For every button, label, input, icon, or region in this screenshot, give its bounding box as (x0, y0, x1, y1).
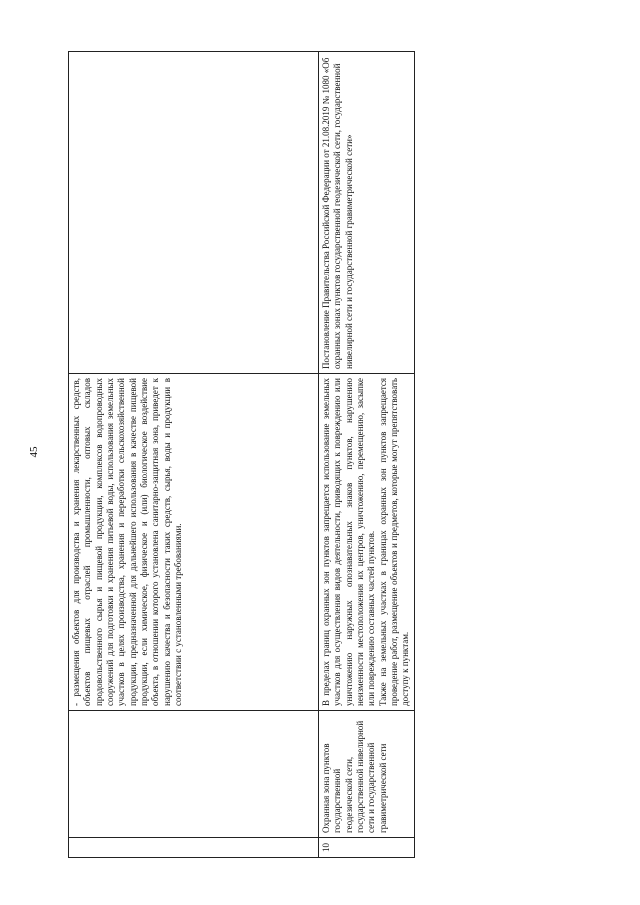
table-row (69, 52, 319, 858)
table-row (319, 52, 415, 858)
row-number-cell: 10 (319, 838, 415, 858)
page-number: 45 (28, 446, 40, 458)
zone-name-cell (69, 711, 319, 838)
legal-document-cell (69, 52, 319, 374)
legal-document-cell: Постановление Правительства Российской Федерации от 21.08.2019 № 1080 «Об охранных зонах пунктов государственной геодезической сети, государственной нивелирной сети и государственной гравиметрической сети» (319, 52, 415, 374)
restriction-paragraph: - размещения объектов для производства и хранения лекарственных средств, объектов пищевых отраслей промышленности, оптовых складов продовольственного сырья и пищевой продукции, комплексов водопроводных сооружений для подготовки и хранения питьевой воды, использования земельных участков в целях производства, хранения и переработки сельскохозяйственной продукции, предназначенной для дальнейшего использования в качестве пищевой продукции, если химическое, физическое и (или) биологическое воздействие объекта, в отношении которого установлена санитарно-защитная зона, приведет к нарушению качества и безопасности таких средств, сырья, воды и продукции в соответствии с установленными требованиями. (71, 378, 183, 706)
restriction-paragraph: Также на земельных участках в границах охранных зон пунктов запрещается проведение работ, размещение объектов и предметов, которые могут препятствовать доступу к пунктам. (377, 378, 411, 706)
restrictions-cell (319, 374, 415, 711)
restrictions-table (68, 51, 415, 858)
rotated-table-content (68, 52, 411, 858)
row-number-cell (69, 838, 319, 858)
zone-name-cell: Охранная зона пунктов государственной геодезической сети, государственной нивелирной сети и государственной гравиметрической сети (319, 711, 415, 838)
rotated-table-area (68, 52, 411, 858)
restriction-paragraph: В пределах границ охранных зон пунктов запрещается использование земельных участков для осуществления видов деятельности, приводящих к повреждению или уничтожению наружных опознавательных знаков пунктов, нарушению неизменности местоположения их центров, уничтожению, перемещению, засыпке или повреждению составных частей пунктов. (321, 378, 377, 706)
restrictions-cell (69, 374, 319, 711)
